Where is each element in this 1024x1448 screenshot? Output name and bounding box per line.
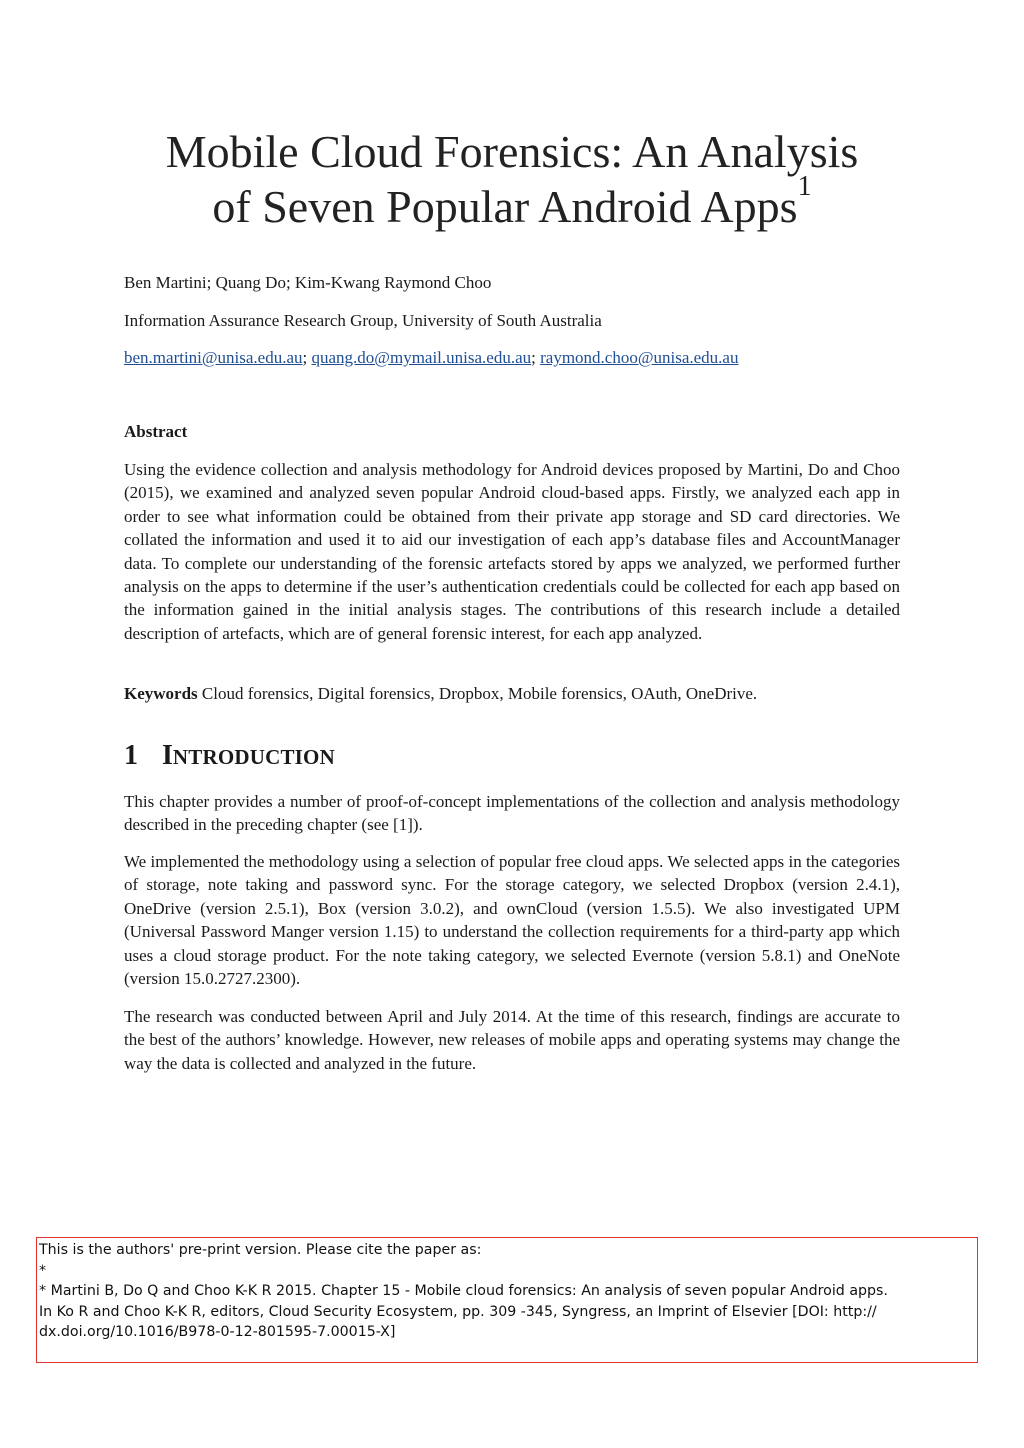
email-link-choo[interactable]: raymond.choo@unisa.edu.au bbox=[540, 348, 739, 367]
title-footnote-mark: 1 bbox=[797, 171, 812, 202]
keywords-list: Cloud forensics, Digital forensics, Dropbox, Mobile forensics, OAuth, OneDrive. bbox=[201, 684, 758, 703]
citation-line: * bbox=[39, 1262, 47, 1279]
citation-box bbox=[36, 1237, 978, 1363]
abstract-text: Using the evidence collection and analysis methodology for Android devices proposed by Martini, Do and Choo (2015), we examined and analyzed seven popular Android cloud-based apps. Firstly, we analyzed each app in order to see what information could be obtained from their private app storage and SD card directories. We collated the information and used it to aid our investigation of each app’s database files and AccountManager data. To complete our understanding of the forensic artefacts stored by apps we analyzed, we performed further analysis on the apps to determine if the user’s authentication credentials could be collected for each app based on the information gained in the initial analysis stages. The contributions of this research include a detailed description of artefacts, which are of general forensic interest, for each app analyzed. bbox=[124, 460, 900, 643]
section-title-initial: I bbox=[162, 740, 173, 771]
keywords-label: Keywords bbox=[124, 684, 198, 703]
abstract-heading: Abstract bbox=[124, 422, 188, 441]
citation-line: * Martini B, Do Q and Choo K-K R 2015. Chapter 15 - Mobile cloud forensics: An analysis of seven popular Android apps. bbox=[39, 1283, 888, 1299]
citation-line: This is the authors' pre-print version. Please cite the paper as: bbox=[39, 1242, 482, 1258]
paper-title bbox=[100, 124, 924, 234]
intro-paragraph-3: The research was conducted between April and July 2014. At the time of this research, findings are accurate to the best of the authors’ knowledge. However, new releases of mobile apps and operating systems may change the way the data is collected and analyzed in the future. bbox=[124, 1007, 900, 1073]
section-title-rest: NTRODUCTION bbox=[172, 745, 335, 769]
keywords-line bbox=[124, 682, 900, 705]
email-link-do[interactable]: quang.do@mymail.unisa.edu.au bbox=[311, 348, 532, 367]
title-line-1: Mobile Cloud Forensics: An Analysis bbox=[165, 126, 859, 177]
section-number: 1 bbox=[124, 740, 138, 771]
citation-line: In Ko R and Choo K-K R, editors, Cloud Security Ecosystem, pp. 309 -345, Syngress, an Imprint of Elsevier [DOI: http:// bbox=[39, 1303, 877, 1320]
email-list bbox=[124, 347, 738, 369]
email-link-martini[interactable]: ben.martini@unisa.edu.au bbox=[124, 348, 303, 367]
intro-paragraph-2: We implemented the methodology using a selection of popular free cloud apps. We selected apps in the categories of storage, note taking and password sync. For the storage category, we selected Dropbox (version 2.4.1), OneDrive (version 2.5.1), Box (version 3.0.2), and ownCloud (version 1.5.5). We also investigated UPM (Universal Password Manger version 1.15) to understand the collection requirements for a third-party app which uses a cloud storage product. For the note taking category, we selected Evernote (version 5.8.1) and OneNote (version 15.0.2727.2300). bbox=[124, 852, 900, 989]
email-separator: ; bbox=[531, 348, 536, 367]
email-separator: ; bbox=[302, 348, 308, 367]
section-heading-introduction bbox=[124, 738, 335, 775]
intro-paragraph-1: This chapter provides a number of proof-of-concept implementations of the collection and analysis methodology described in the preceding chapter (see [1]). bbox=[124, 792, 900, 835]
author-list: Ben Martini; Quang Do; Kim-Kwang Raymond Choo bbox=[124, 273, 492, 292]
title-line-2: of Seven Popular Android Apps bbox=[212, 181, 798, 232]
citation-line: dx.doi.org/10.1016/B978-0-12-801595-7.00015-X] bbox=[39, 1324, 396, 1340]
affiliation: Information Assurance Research Group, University of South Australia bbox=[124, 311, 602, 330]
